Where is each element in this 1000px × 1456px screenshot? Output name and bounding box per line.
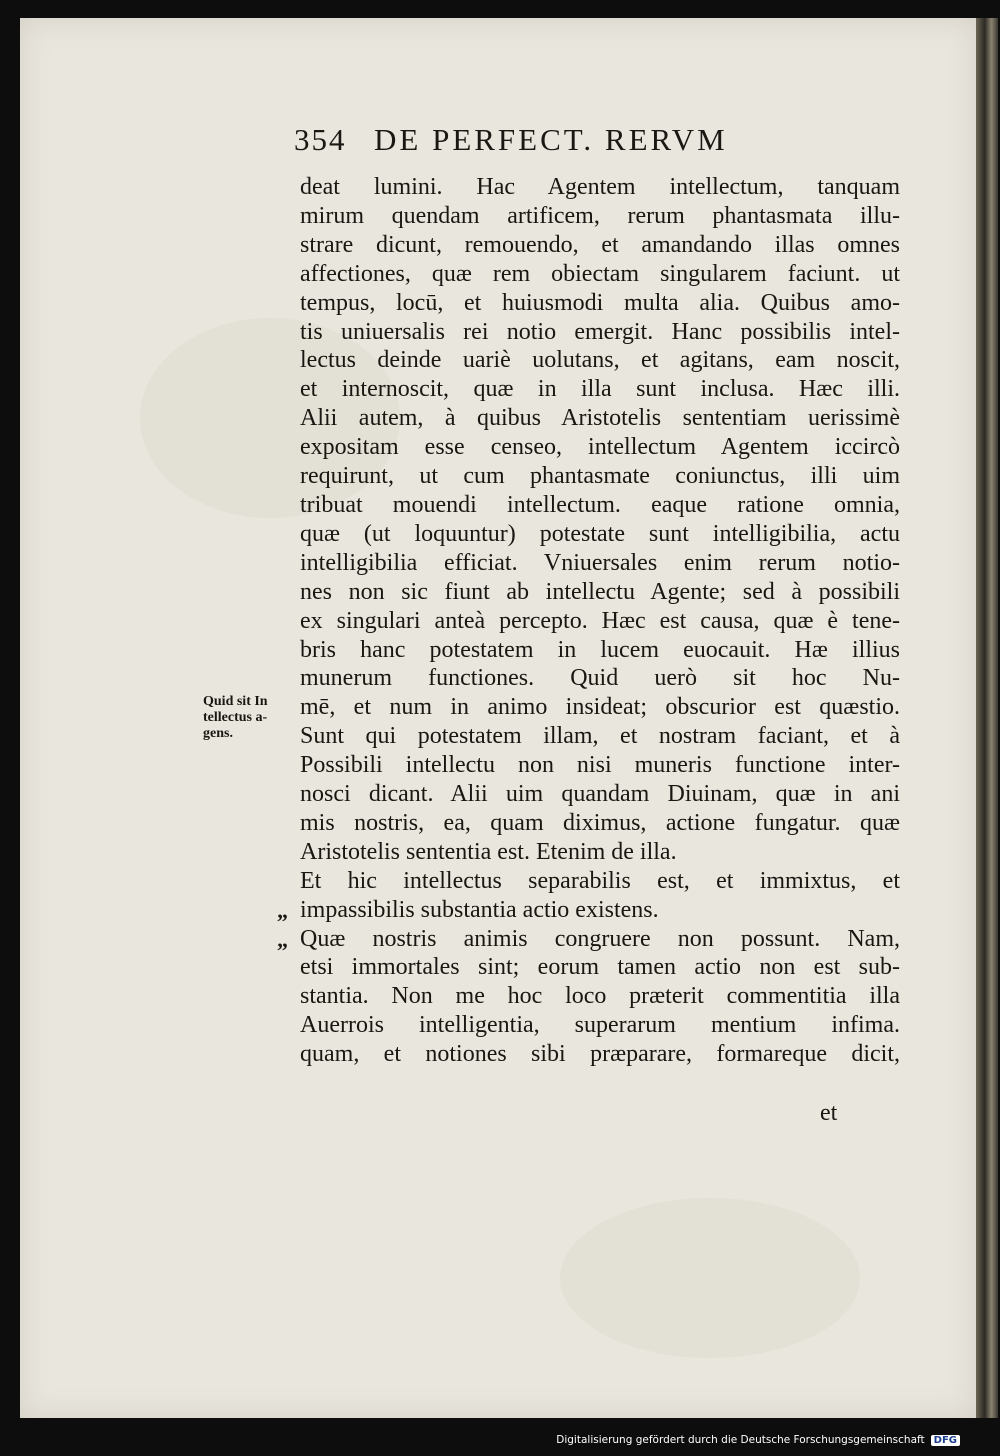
text-line: Quæ nostris animis congruere non possunt. Nam, bbox=[300, 925, 900, 952]
quotation-mark: „ bbox=[277, 898, 288, 923]
text-line: Auerrois intelligentia, superarum mentium infima. bbox=[300, 1012, 900, 1039]
dfg-logo: DFG bbox=[931, 1435, 960, 1446]
text-line: affectiones, quæ rem obiectam singularem faciunt. ut bbox=[300, 260, 900, 287]
margin-note bbox=[203, 694, 299, 742]
page-header bbox=[294, 122, 854, 166]
text-line: tempus, locū, et huiusmodi multa alia. Quibus amo- bbox=[300, 289, 900, 316]
text-line: impassibilis substantia actio existens. bbox=[300, 896, 659, 923]
margin-note-line: tellectus a- bbox=[203, 710, 268, 725]
text-line: etsi immortales sint; eorum tamen actio non est sub- bbox=[300, 954, 900, 981]
footer-text: Digitalisierung gefördert durch die Deutsche Forschungsgemeinschaft bbox=[556, 1434, 925, 1446]
body-text bbox=[300, 173, 900, 1069]
text-line: nes non sic fiunt ab intellectu Agente; sed à possibili bbox=[300, 578, 900, 605]
text-line: Alii autem, à quibus Aristotelis sententiam uerissimè bbox=[300, 405, 900, 432]
catchword: et bbox=[820, 1100, 838, 1126]
text-line: nosci dicant. Alii uim quandam Diuinam, quæ in ani bbox=[300, 781, 900, 808]
quotation-mark: „ bbox=[277, 927, 288, 952]
text-line: strare dicunt, remouendo, et amandando illas omnes bbox=[300, 231, 900, 258]
text-line: Et hic intellectus separabilis est, et immixtus, et bbox=[300, 867, 900, 894]
text-line: munerum functiones. Quid uerò sit hoc Nu- bbox=[300, 665, 900, 692]
margin-note-line: gens. bbox=[203, 726, 233, 741]
text-line: bris hanc potestatem in lucem euocauit. Hæ illius bbox=[300, 636, 900, 663]
text-line: Possibili intellectu non nisi muneris functione inter- bbox=[300, 752, 900, 779]
text-line: tribuat mouendi intellectum. eaque ratione omnia, bbox=[300, 491, 900, 518]
page-number: 354 bbox=[294, 122, 347, 157]
text-line: quæ (ut loquuntur) potestate sunt intelligibilia, actu bbox=[300, 520, 900, 547]
book-gutter bbox=[976, 18, 998, 1418]
text-line: mē, et num in animo insideat; obscurior est quæstio. bbox=[300, 694, 900, 721]
text-line: requirunt, ut cum phantasmate coniunctus, illi uim bbox=[300, 463, 900, 490]
text-line: et internoscit, quæ in illa sunt inclusa. Hæc illi. bbox=[300, 376, 900, 403]
text-line: Aristotelis sententia est. Etenim de illa. bbox=[300, 838, 677, 865]
margin-note-line: Quid sit In bbox=[203, 694, 268, 709]
running-title: DE PERFECT. RERVM bbox=[374, 122, 728, 157]
text-line: intelligibilia efficiat. Vniuersales enim rerum notio- bbox=[300, 549, 900, 576]
text-line: lectus deinde uariè uolutans, et agitans, eam noscit, bbox=[300, 347, 900, 374]
paper-stain bbox=[560, 1198, 860, 1358]
footer-credit bbox=[556, 1434, 960, 1446]
text-line: expositam esse censeo, intellectum Agentem iccircò bbox=[300, 434, 900, 461]
text-line: mirum quendam artificem, rerum phantasmata illu- bbox=[300, 202, 900, 229]
text-line: tis uniuersalis rei notio emergit. Hanc possibilis intel- bbox=[300, 318, 900, 345]
text-line: stantia. Non me hoc loco præterit commentitia illa bbox=[300, 983, 900, 1010]
text-line: quam, et notiones sibi præparare, formareque dicit, bbox=[300, 1041, 900, 1068]
text-line: mis nostris, ea, quam diximus, actione fungatur. quæ bbox=[300, 809, 900, 836]
text-line: Sunt qui potestatem illam, et nostram faciant, et à bbox=[300, 723, 900, 750]
text-line: ex singulari anteà percepto. Hæc est causa, quæ è tene- bbox=[300, 607, 900, 634]
text-line: deat lumini. Hac Agentem intellectum, tanquam bbox=[300, 174, 900, 200]
